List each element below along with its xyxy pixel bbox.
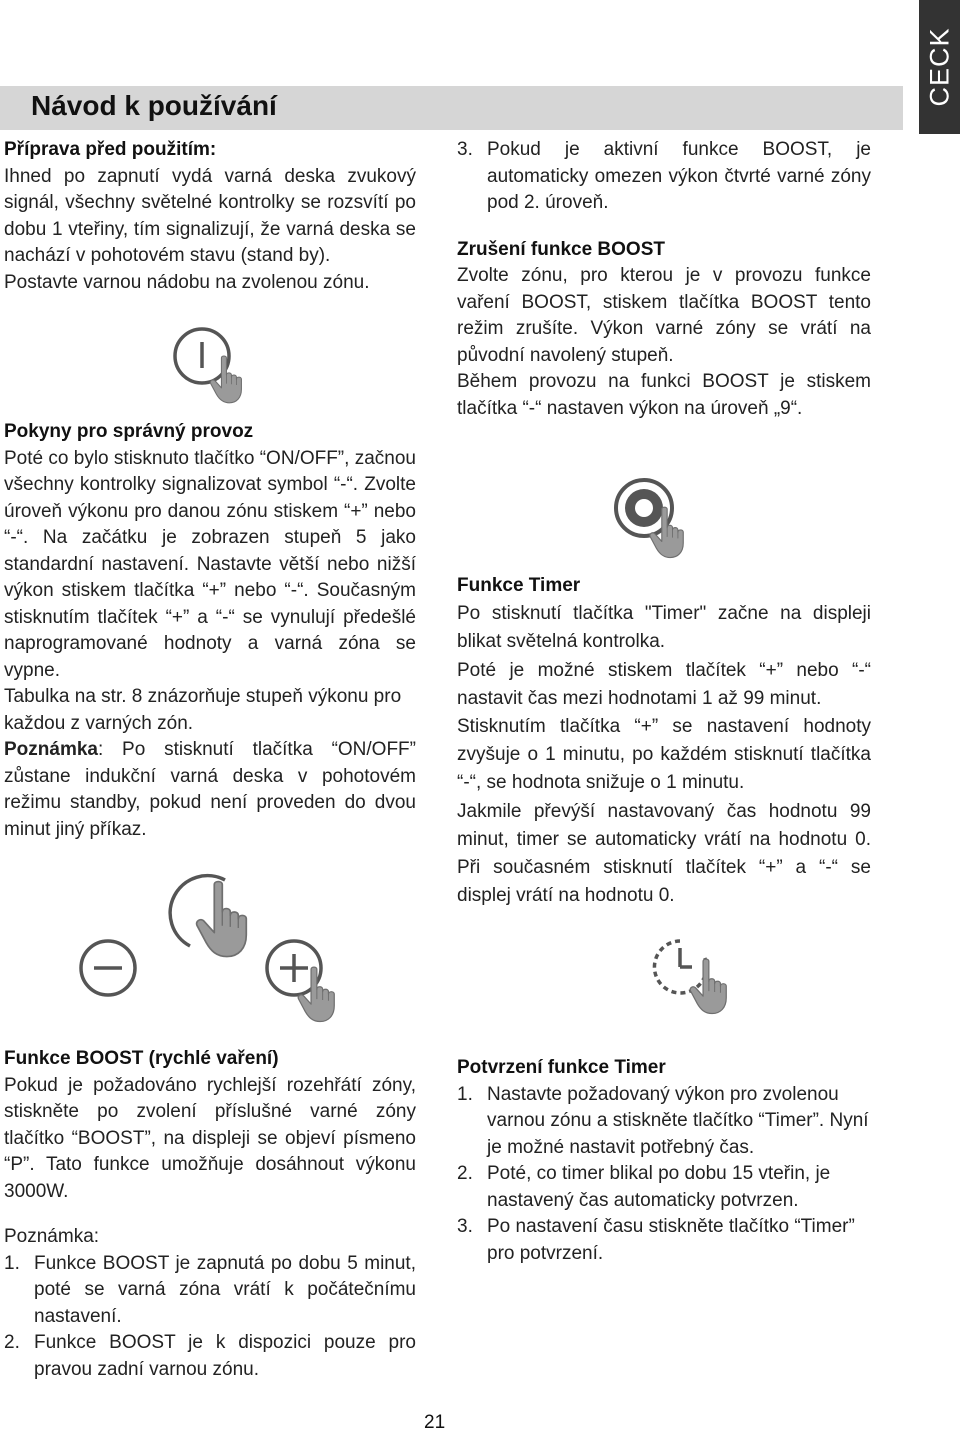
- boost-text: Pokud je požadováno rychlejší rozehřátí zóny, stiskněte po zvolení příslušné varné zóny tlačítko “BOOST”, na displeji se objeví písmeno “P”. Tato funkce umožňuje dosáhnout výkonu 3000W.: [4, 1074, 416, 1202]
- language-code: CECK: [924, 27, 954, 107]
- boost-button-icon: [612, 476, 702, 561]
- language-tab: [919, 0, 960, 134]
- timer-button-icon: [650, 934, 745, 1019]
- left-column-bottom: [4, 1046, 416, 1383]
- timer-heading: Funkce Timer: [457, 575, 581, 596]
- timer-text-3: Stisknutím tlačítka “+” se nastavení hodnoty zvyšuje o 1 minutu, po každém stisknutí tlačítka “-“, se hodnota snižuje o 1 minutu.: [457, 716, 871, 794]
- right-column-bottom: [457, 1055, 871, 1267]
- list-item: 3. Po nastavení času stiskněte tlačítko “Timer” pro potvrzení.: [457, 1216, 855, 1264]
- operation-note-label: Poznámka: [4, 739, 98, 760]
- boost-note-3: [457, 137, 871, 217]
- page-number: 21: [424, 1412, 446, 1433]
- boost-notes-list: [4, 1251, 416, 1384]
- left-column-mid: [4, 419, 416, 843]
- prep-heading: Příprava před použitím:: [4, 139, 217, 160]
- list-item: 1. Funkce BOOST je zapnutá po dobu 5 minut, poté se varná zóna vrátí k počátečnímu nastavení.: [4, 1252, 416, 1327]
- operation-note: [4, 737, 416, 843]
- boost-note-heading: Poznámka:: [4, 1226, 100, 1247]
- list-item: 2. Poté, co timer blikal po dobu 15 vteřin, je nastavený čas automaticky potvrzen.: [457, 1163, 831, 1211]
- prep-text-2: Postavte varnou nádobu na zvolenou zónu.: [4, 271, 370, 293]
- prep-text: Ihned po zapnutí vydá varná deska zvukový signál, všechny světelné kontrolky se rozsvítí po dobu 1 vteřiny, tím signalizují, že varná deska se nachází v pohotovém stavu (stand by).: [4, 165, 416, 266]
- list-item: 1. Nastavte požadovaný výkon pro zvolenou varnou zónu a stiskněte tlačítko “Timer”. Nyní je možné nastavit potřebný čas.: [457, 1083, 869, 1158]
- press-hand-icon: [155, 868, 275, 963]
- title-band: [0, 86, 903, 130]
- left-column-top: [4, 137, 416, 296]
- list-item: 2. Funkce BOOST je k dispozici pouze pro pravou zadní varnou zónu.: [4, 1332, 416, 1380]
- operation-note-text: : Po stisknutí tlačítka “ON/OFF” zůstane indukční varná deska v pohotovém režimu standby, pokud není proveden do dvou minut jiný příkaz.: [4, 739, 416, 840]
- operation-table-note: Tabulka na str. 8 znázorňuje stupeň výkonu pro každou z varných zón.: [4, 686, 402, 734]
- plus-button-icon: [262, 936, 362, 1026]
- page-title: Návod k používání: [31, 90, 277, 121]
- timer-text-1: Po stisknutí tlačítka "Timer" začne na displeji blikat světelná kontrolka.: [457, 603, 871, 653]
- boost-cancel-text: Zvolte zónu, pro kterou je v provozu funkce vaření BOOST, stiskem tlačítka BOOST tento režim zrušíte. Výkon varné zóny se vrátí na původní navolený stupeň.: [457, 265, 871, 366]
- operation-text: Poté co bylo stisknuto tlačítko “ON/OFF”, začnou všechny kontrolky signalizovat symbol “-“. Zvolte úroveň výkonu pro danou zónu stiskem “+” nebo “-“. Na začátku je zobrazen stupeň 5 jako standardní nastavení. Nastavte větší nebo nižší výkon stiskem tlačítka “+” nebo “-“. Současným stisknutím tlačítek “+” a “-“ se vynulují předešlé naprogramované hodnoty a varná zóna se vypne.: [4, 447, 416, 681]
- boost-cancel-text-2: Během provozu na funkci BOOST je stiskem tlačítka “-“ nastaven výkon na úroveň „9“.: [457, 371, 871, 419]
- boost-heading: Funkce BOOST (rychlé vaření): [4, 1048, 279, 1069]
- spacer: [4, 1205, 416, 1224]
- timer-confirm-heading: Potvrzení funkce Timer: [457, 1057, 666, 1078]
- right-column-mid: [457, 572, 871, 910]
- timer-confirm-list: [457, 1082, 871, 1268]
- list-item: 3. Pokud je aktivní funkce BOOST, je automaticky omezen výkon čtvrté varné zóny pod 2. úroveň.: [457, 139, 871, 213]
- timer-text-2: Poté je možné stiskem tlačítek “+” nebo “-“ nastavit čas mezi hodnotami 1 až 99 minut.: [457, 659, 871, 709]
- spacer: [457, 217, 871, 237]
- right-column-top: [457, 137, 871, 422]
- timer-text-4: Jakmile převýší nastavovaný čas hodnotu 99 minut, timer se automaticky vrátí na hodnotu 0. Při současném stisknutí tlačítek “+” a “-“ se displej vrátí na hodnotu 0.: [457, 800, 871, 907]
- operation-heading: Pokyny pro správný provoz: [4, 421, 254, 442]
- power-button-icon: [170, 325, 260, 405]
- boost-cancel-heading: Zrušení funkce BOOST: [457, 238, 665, 260]
- minus-button-icon: [78, 938, 138, 998]
